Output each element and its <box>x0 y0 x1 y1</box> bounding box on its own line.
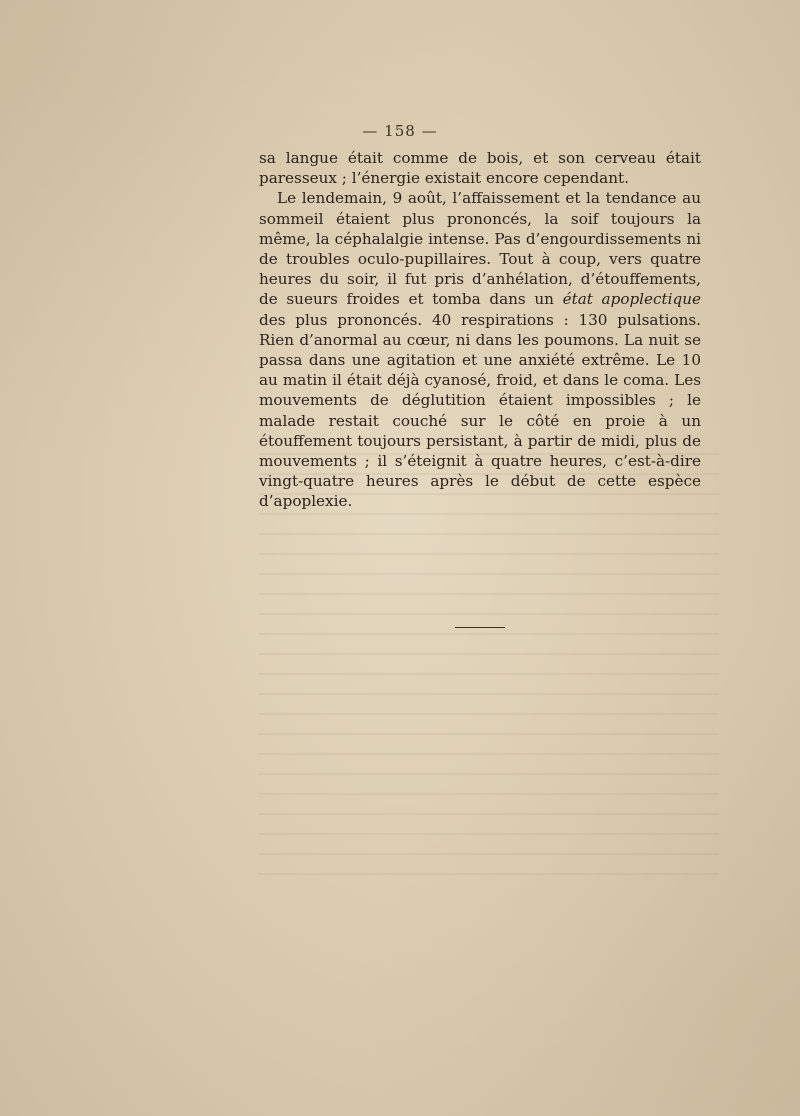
body-text <box>259 148 701 512</box>
paragraph-2-emphasis: état apoplectique <box>562 290 701 309</box>
paragraph-2 <box>259 188 701 511</box>
paragraph-1: sa langue était comme de bois, et son cerveau était paresseux ; l’énergie existait encore cependant. <box>259 149 701 188</box>
paragraph-2-part-1: Le lendemain, 9 août, l’affaissement et la tendance au sommeil étaient plus prononcés, la soif toujours la même, la céphalalgie intense. Pas d’engourdissements ni de troubles oculo-pupillaires. Tout à coup, vers quatre heures du soir, il fut pris d’anhélation, d’étouffements, de sueurs froides et tomba dans un <box>259 189 701 309</box>
page-number: — 158 — <box>362 122 438 140</box>
end-rule <box>455 627 505 628</box>
paragraph-2-part-2: des plus prononcés. 40 respirations : 130 pulsations. Rien d’anormal au cœur, ni dans les poumons. La nuit se passa dans une agitation et une anxiété extrême. Le 10 au matin il était déjà cyanosé, froid, et dans le coma. Les mouvements de déglutition étaient impossibles ; le malade restait couché sur le côté en proie à un étouffement toujours persistant, à partir de midi, plus de mouvements ; il s’éteignit à quatre heures, c’est-à-dire vingt-quatre heures après le début de cette espèce d’apoplexie. <box>259 310 701 511</box>
